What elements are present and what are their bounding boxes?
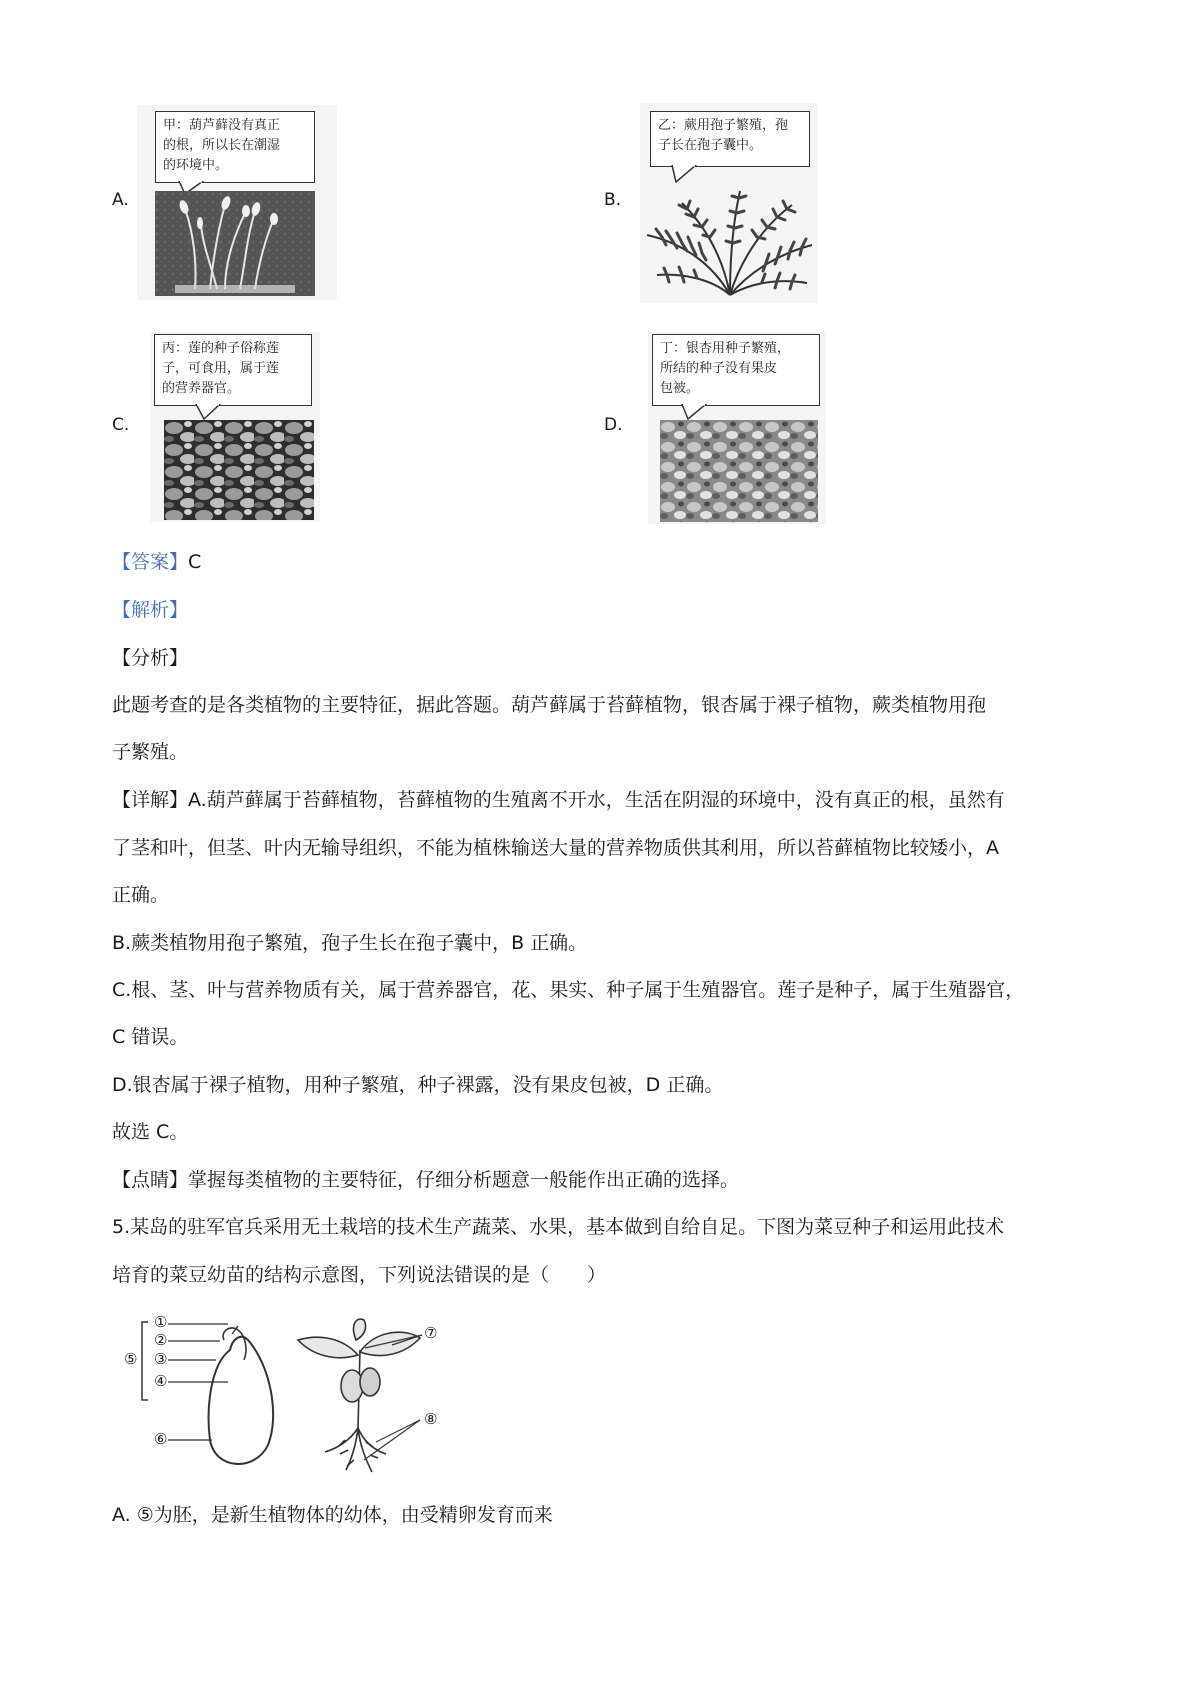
label-7: ⑦ <box>424 1324 438 1342</box>
bean-seed-and-seedling-icon <box>120 1310 450 1475</box>
fenxi-text-line-1: 此题考查的是各类植物的主要特征，据此答题。葫芦藓属于苔藓植物，银杏属于裸子植物，蕨类植物用孢 <box>112 694 987 716</box>
bubble-line: 包被。 <box>660 381 700 396</box>
tip-text: 掌握每类植物的主要特征，仔细分析题意一般能作出正确的选择。 <box>188 1169 740 1191</box>
bubble-line: 子，可食用，属于莲 <box>162 361 280 376</box>
bubble-line: 丙：莲的种子俗称莲 <box>162 341 280 356</box>
bubble-tail-icon <box>194 404 224 420</box>
label-5: ⑤ <box>124 1350 138 1368</box>
bubble-line: 甲：葫芦藓没有真正 <box>163 118 281 133</box>
option-c-speech-bubble <box>154 334 312 406</box>
fenxi-text-line-2: 子繁殖。 <box>112 741 189 763</box>
option-a-letter: A. <box>112 190 129 210</box>
moss-plant-icon <box>155 191 315 296</box>
bubble-line: 所结的种子没有果皮 <box>660 361 778 376</box>
option-a-figure <box>137 105 337 300</box>
bubble-line: 丁：银杏用种子繁殖， <box>660 341 791 356</box>
detail-line-c2: C 错误。 <box>112 1026 189 1048</box>
bean-seed-diagram <box>120 1310 450 1475</box>
question5-option-a: A. ⑤为胚，是新生植物体的幼体，由受精卵发育而来 <box>112 1504 553 1526</box>
answer-line <box>112 547 201 574</box>
analysis-tag: 【解析】 <box>112 599 189 621</box>
label-4: ④ <box>154 1372 168 1390</box>
detail-line-d: D.银杏属于裸子植物，用种子繁殖，种子裸露，没有果皮包被，D 正确。 <box>112 1074 724 1096</box>
fern-plant-icon <box>642 183 816 301</box>
fenxi-tag: 【分析】 <box>112 647 189 669</box>
bubble-line: 的根，所以长在潮湿 <box>163 138 281 153</box>
option-b-speech-bubble <box>650 111 810 167</box>
label-3: ③ <box>154 1350 168 1368</box>
ginkgo-seeds-icon <box>660 420 818 522</box>
label-1: ① <box>154 1313 168 1331</box>
option-d-speech-bubble <box>652 334 820 406</box>
option-b-figure <box>640 103 818 303</box>
bubble-tail-icon <box>670 165 700 183</box>
bubble-line: 的营养器官。 <box>162 381 241 396</box>
detail-line-a1 <box>112 785 1005 812</box>
lotus-seeds-icon <box>164 420 314 520</box>
detail-tag: 【详解】 <box>112 789 189 811</box>
option-d-letter: D. <box>604 415 623 435</box>
answer-value: C <box>188 551 202 573</box>
bubble-line: 的环境中。 <box>163 158 229 173</box>
tip-tag: 【点睛】 <box>112 1169 189 1191</box>
choose-line: 故选 C。 <box>112 1121 189 1143</box>
option-d-figure <box>648 332 826 524</box>
tip-line <box>112 1165 739 1192</box>
detail-a-text: A.葫芦藓属于苔藓植物，苔藓植物的生殖离不开水，生活在阴湿的环境中，没有真正的根，虽然有 <box>188 789 1005 811</box>
option-c-figure <box>150 332 320 522</box>
bubble-line: 乙：蕨用孢子繁殖，孢 <box>658 118 789 133</box>
bubble-line: 子长在孢子囊中。 <box>658 138 763 153</box>
detail-line-c1: C.根、茎、叶与营养物质有关，属于营养器官，花、果实、种子属于生殖器官。莲子是种子，属于生殖器官， <box>112 979 1025 1001</box>
option-a-speech-bubble <box>155 111 315 183</box>
option-b-letter: B. <box>604 190 622 210</box>
detail-line-a3: 正确。 <box>112 884 170 906</box>
detail-line-a2: 了茎和叶，但茎、叶内无输导组织，不能为植株输送大量的营养物质供其利用，所以苔藓植物比较矮小，A <box>112 837 1000 859</box>
label-2: ② <box>154 1331 168 1349</box>
question5-line-2: 培育的菜豆幼苗的结构示意图，下列说法错误的是（ ） <box>112 1264 607 1286</box>
label-8: ⑧ <box>424 1410 438 1428</box>
answer-tag: 【答案】 <box>112 551 189 573</box>
option-c-letter: C. <box>112 415 130 435</box>
question5-line-1: 5.某岛的驻军官兵采用无土栽培的技术生产蔬菜、水果，基本做到自给自足。下图为菜豆种子和运用此技术 <box>112 1216 1005 1238</box>
bubble-tail-icon <box>680 404 710 420</box>
detail-line-b: B.蕨类植物用孢子繁殖，孢子生长在孢子囊中，B 正确。 <box>112 932 588 954</box>
label-6: ⑥ <box>154 1430 168 1448</box>
